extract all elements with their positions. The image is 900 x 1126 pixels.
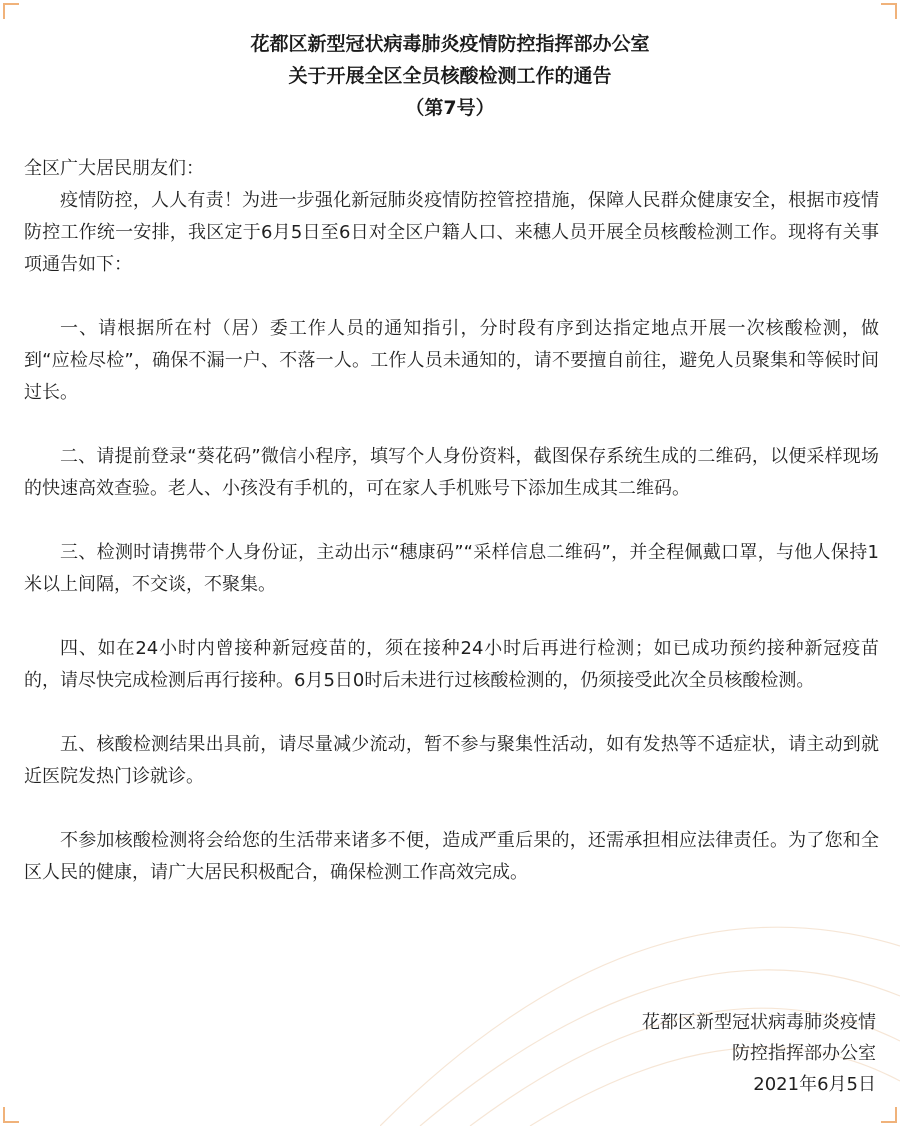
corner-ornament-top-right	[881, 3, 897, 19]
signature-issuer-line-2: 防控指挥部办公室	[732, 1043, 876, 1064]
title-line-issuer: 花都区新型冠状病毒肺炎疫情防控指挥部办公室	[250, 33, 650, 55]
notice-item-4: 四、如在24小时内曾接种新冠疫苗的，须在接种24小时后再进行检测；如已成功预约接种新冠疫苗的，请尽快完成检测后再行接种。6月5日0时后未进行过核酸检测的，仍须接受此次全员核酸检测。	[24, 638, 879, 691]
signature-date: 2021年6月5日	[753, 1074, 876, 1095]
intro-paragraph: 疫情防控，人人有责！为进一步强化新冠肺炎疫情防控管控措施，保障人民群众健康安全，根据市疫情防控工作统一安排，我区定于6月5日至6日对全区户籍人口、来穗人员开展全员核酸检测工作。现将有关事项通告如下：	[24, 190, 879, 275]
corner-ornament-top-left	[3, 3, 19, 19]
notice-item-3: 三、检测时请携带个人身份证，主动出示“穗康码”“采样信息二维码”，并全程佩戴口罩，与他人保持1米以上间隔，不交谈，不聚集。	[24, 542, 879, 595]
notice-body	[24, 153, 879, 889]
closing-paragraph: 不参加核酸检测将会给您的生活带来诸多不便，造成严重后果的，还需承担相应法律责任。为了您和全区人民的健康，请广大居民积极配合，确保检测工作高效完成。	[24, 830, 879, 883]
title-line-subject: 关于开展全区全员核酸检测工作的通告	[288, 65, 612, 87]
notice-item-2: 二、请提前登录“葵花码”微信小程序，填写个人身份资料，截图保存系统生成的二维码，以便采样现场的快速高效查验。老人、小孩没有手机的，可在家人手机账号下添加生成其二维码。	[24, 446, 879, 499]
notice-title	[0, 28, 900, 124]
signature-issuer-line-1: 花都区新型冠状病毒肺炎疫情	[642, 1012, 876, 1033]
signature-block	[642, 1007, 876, 1100]
corner-ornament-bottom-right	[881, 1107, 897, 1123]
greeting: 全区广大居民朋友们：	[24, 158, 204, 179]
corner-ornament-bottom-left	[3, 1107, 19, 1123]
notice-item-5: 五、核酸检测结果出具前，请尽量减少流动，暂不参与聚集性活动，如有发热等不适症状，请主动到就近医院发热门诊就诊。	[24, 734, 879, 787]
title-line-number: （第7号）	[405, 97, 495, 119]
notice-item-1: 一、请根据所在村（居）委工作人员的通知指引，分时段有序到达指定地点开展一次核酸检测，做到“应检尽检”，确保不漏一户、不落一人。工作人员未通知的，请不要擅自前往，避免人员聚集和等候时间过长。	[24, 318, 879, 403]
